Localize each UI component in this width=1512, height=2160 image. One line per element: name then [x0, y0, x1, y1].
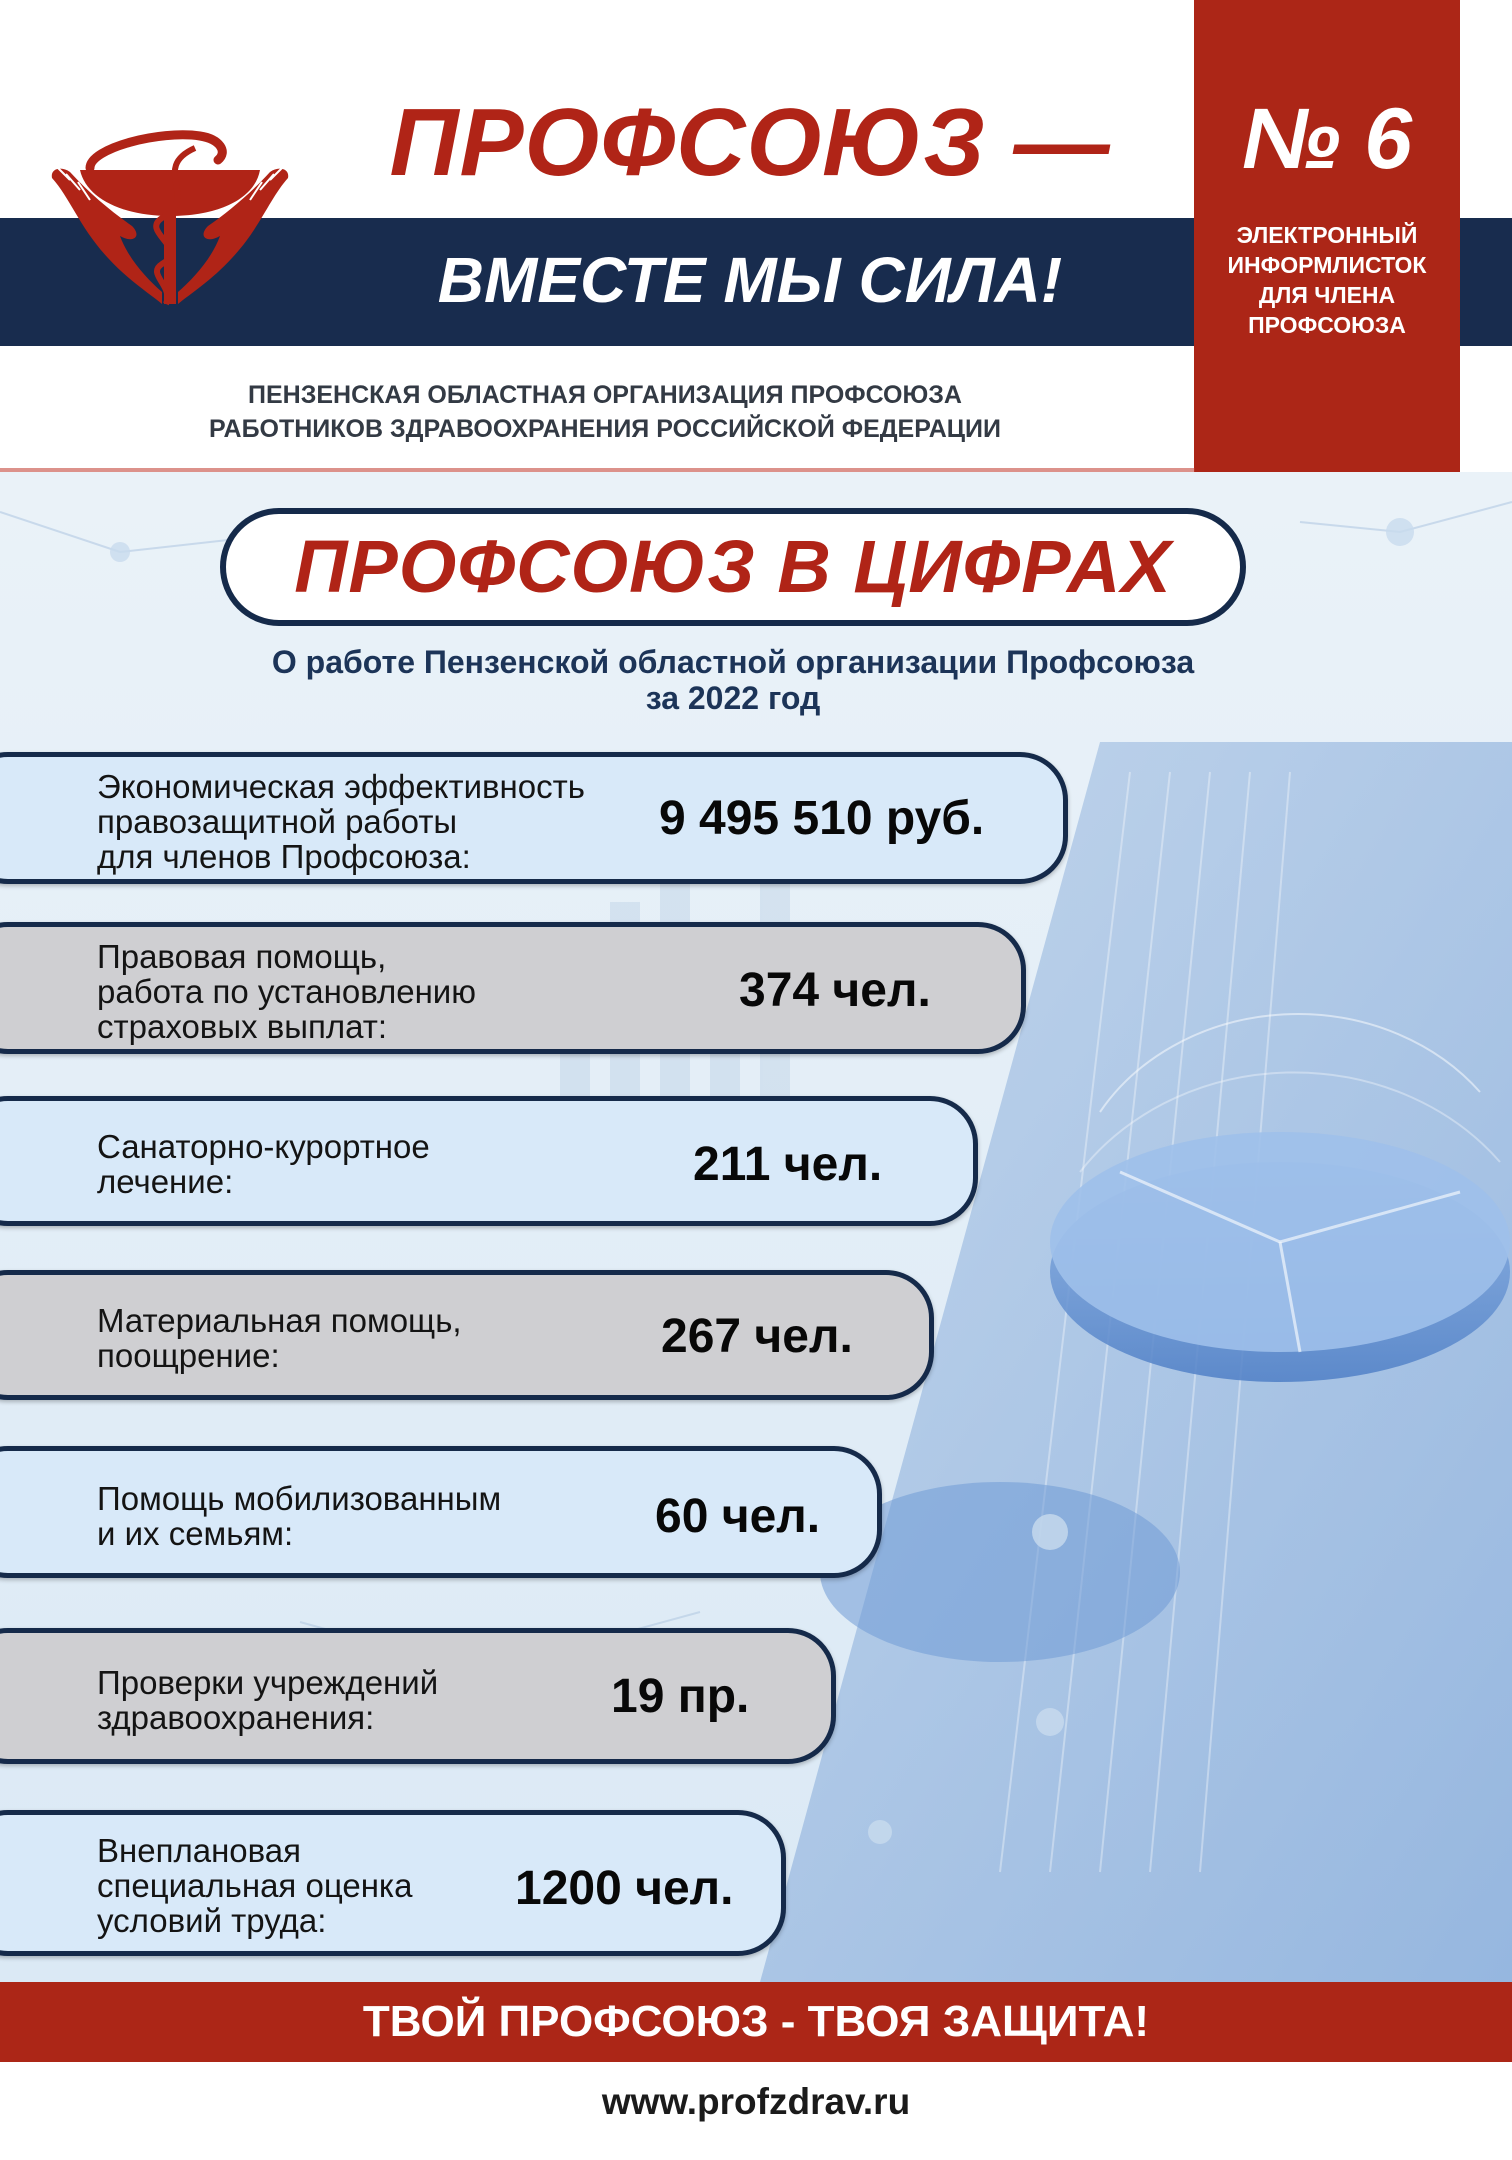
website-link[interactable]: www.profzdrav.ru — [601, 2081, 911, 2122]
stat-label-line: условий труда: — [97, 1902, 327, 1939]
stat-label — [97, 1833, 412, 1938]
stat-label-line: и их семьям: — [97, 1515, 294, 1552]
stat-label-line: работа по установлению — [97, 973, 476, 1010]
stat-value: 60 чел. — [655, 1490, 821, 1543]
stat-card-legal-aid — [0, 922, 1026, 1054]
stat-label-line: Санаторно-курортное — [97, 1128, 430, 1165]
title-bottom: ВМЕСТЕ МЫ СИЛА! — [437, 244, 1063, 316]
stat-card-labour-assessment — [0, 1810, 786, 1956]
stat-value: 9 495 510 руб. — [659, 792, 985, 845]
stat-value: 211 чел. — [693, 1138, 883, 1191]
stat-card-sanatorium-treatment — [0, 1096, 978, 1226]
stat-label — [97, 939, 476, 1044]
subtitle-line: О работе Пензенской областной организации Профсоюза — [271, 644, 1195, 680]
stat-card-financial-aid — [0, 1270, 934, 1400]
stat-label-line: страховых выплат: — [97, 1008, 388, 1045]
org-name-line: ПЕНЗЕНСКАЯ ОБЛАСТНАЯ ОРГАНИЗАЦИЯ ПРОФСОЮЗА — [248, 381, 962, 409]
header-navy-tab — [1460, 218, 1512, 346]
stat-label — [97, 1665, 438, 1735]
stat-label-line: специальная оценка — [97, 1867, 413, 1904]
issue-desc-line: ПРОФСОЮЗА — [1248, 312, 1406, 338]
stat-label — [97, 1303, 462, 1373]
stat-label-line: Правовая помощь, — [97, 938, 387, 975]
section-title: ПРОФСОЮЗ В ЦИФРАХ — [220, 508, 1246, 626]
bowl-of-hygieia-in-hands-icon — [50, 108, 320, 308]
section-subtitle — [150, 644, 1316, 716]
subtitle-line: за 2022 год — [645, 680, 821, 716]
footer-slogan: ТВОЙ ПРОФСОЮЗ - ТВОЯ ЗАЩИТА! — [362, 1997, 1150, 2046]
stat-value: 1200 чел. — [515, 1862, 734, 1915]
title-top: ПРОФСОЮЗ — — [389, 89, 1111, 196]
issue-desc-line: ДЛЯ ЧЛЕНА — [1258, 282, 1396, 308]
stat-value: 267 чел. — [661, 1310, 853, 1363]
stat-label-line: Проверки учреждений — [97, 1664, 439, 1701]
stat-label — [97, 1129, 430, 1199]
stat-label-line: Помощь мобилизованным — [97, 1480, 502, 1517]
stat-label-line: лечение: — [97, 1163, 234, 1200]
stat-label-line: для членов Профсоюза: — [97, 838, 471, 875]
issue-number: № 6 — [1241, 91, 1413, 187]
issue-description — [1194, 220, 1460, 340]
stat-value: 19 пр. — [611, 1670, 750, 1723]
stat-card-mobilized-support — [0, 1446, 882, 1578]
stat-label-line: Материальная помощь, — [97, 1302, 462, 1339]
stat-label — [97, 769, 585, 874]
organization-name — [100, 378, 1110, 446]
stat-label-line: Внеплановая — [97, 1832, 302, 1869]
stat-label-line: правозащитной работы — [97, 803, 458, 840]
stat-value: 374 чел. — [739, 964, 931, 1017]
stat-card-economic-efficiency — [0, 752, 1068, 884]
stat-label-line: здравоохранения: — [97, 1699, 375, 1736]
stat-card-inspections — [0, 1628, 836, 1764]
org-name-line: РАБОТНИКОВ ЗДРАВООХРАНЕНИЯ РОССИЙСКОЙ ФЕДЕРАЦИИ — [209, 415, 1001, 443]
issue-desc-line: ЭЛЕКТРОННЫЙ — [1236, 222, 1418, 248]
issue-desc-line: ИНФОРМЛИСТОК — [1227, 252, 1427, 278]
stat-label-line: Экономическая эффективность — [97, 768, 585, 805]
stat-label-line: поощрение: — [97, 1337, 280, 1374]
stat-label — [97, 1481, 501, 1551]
